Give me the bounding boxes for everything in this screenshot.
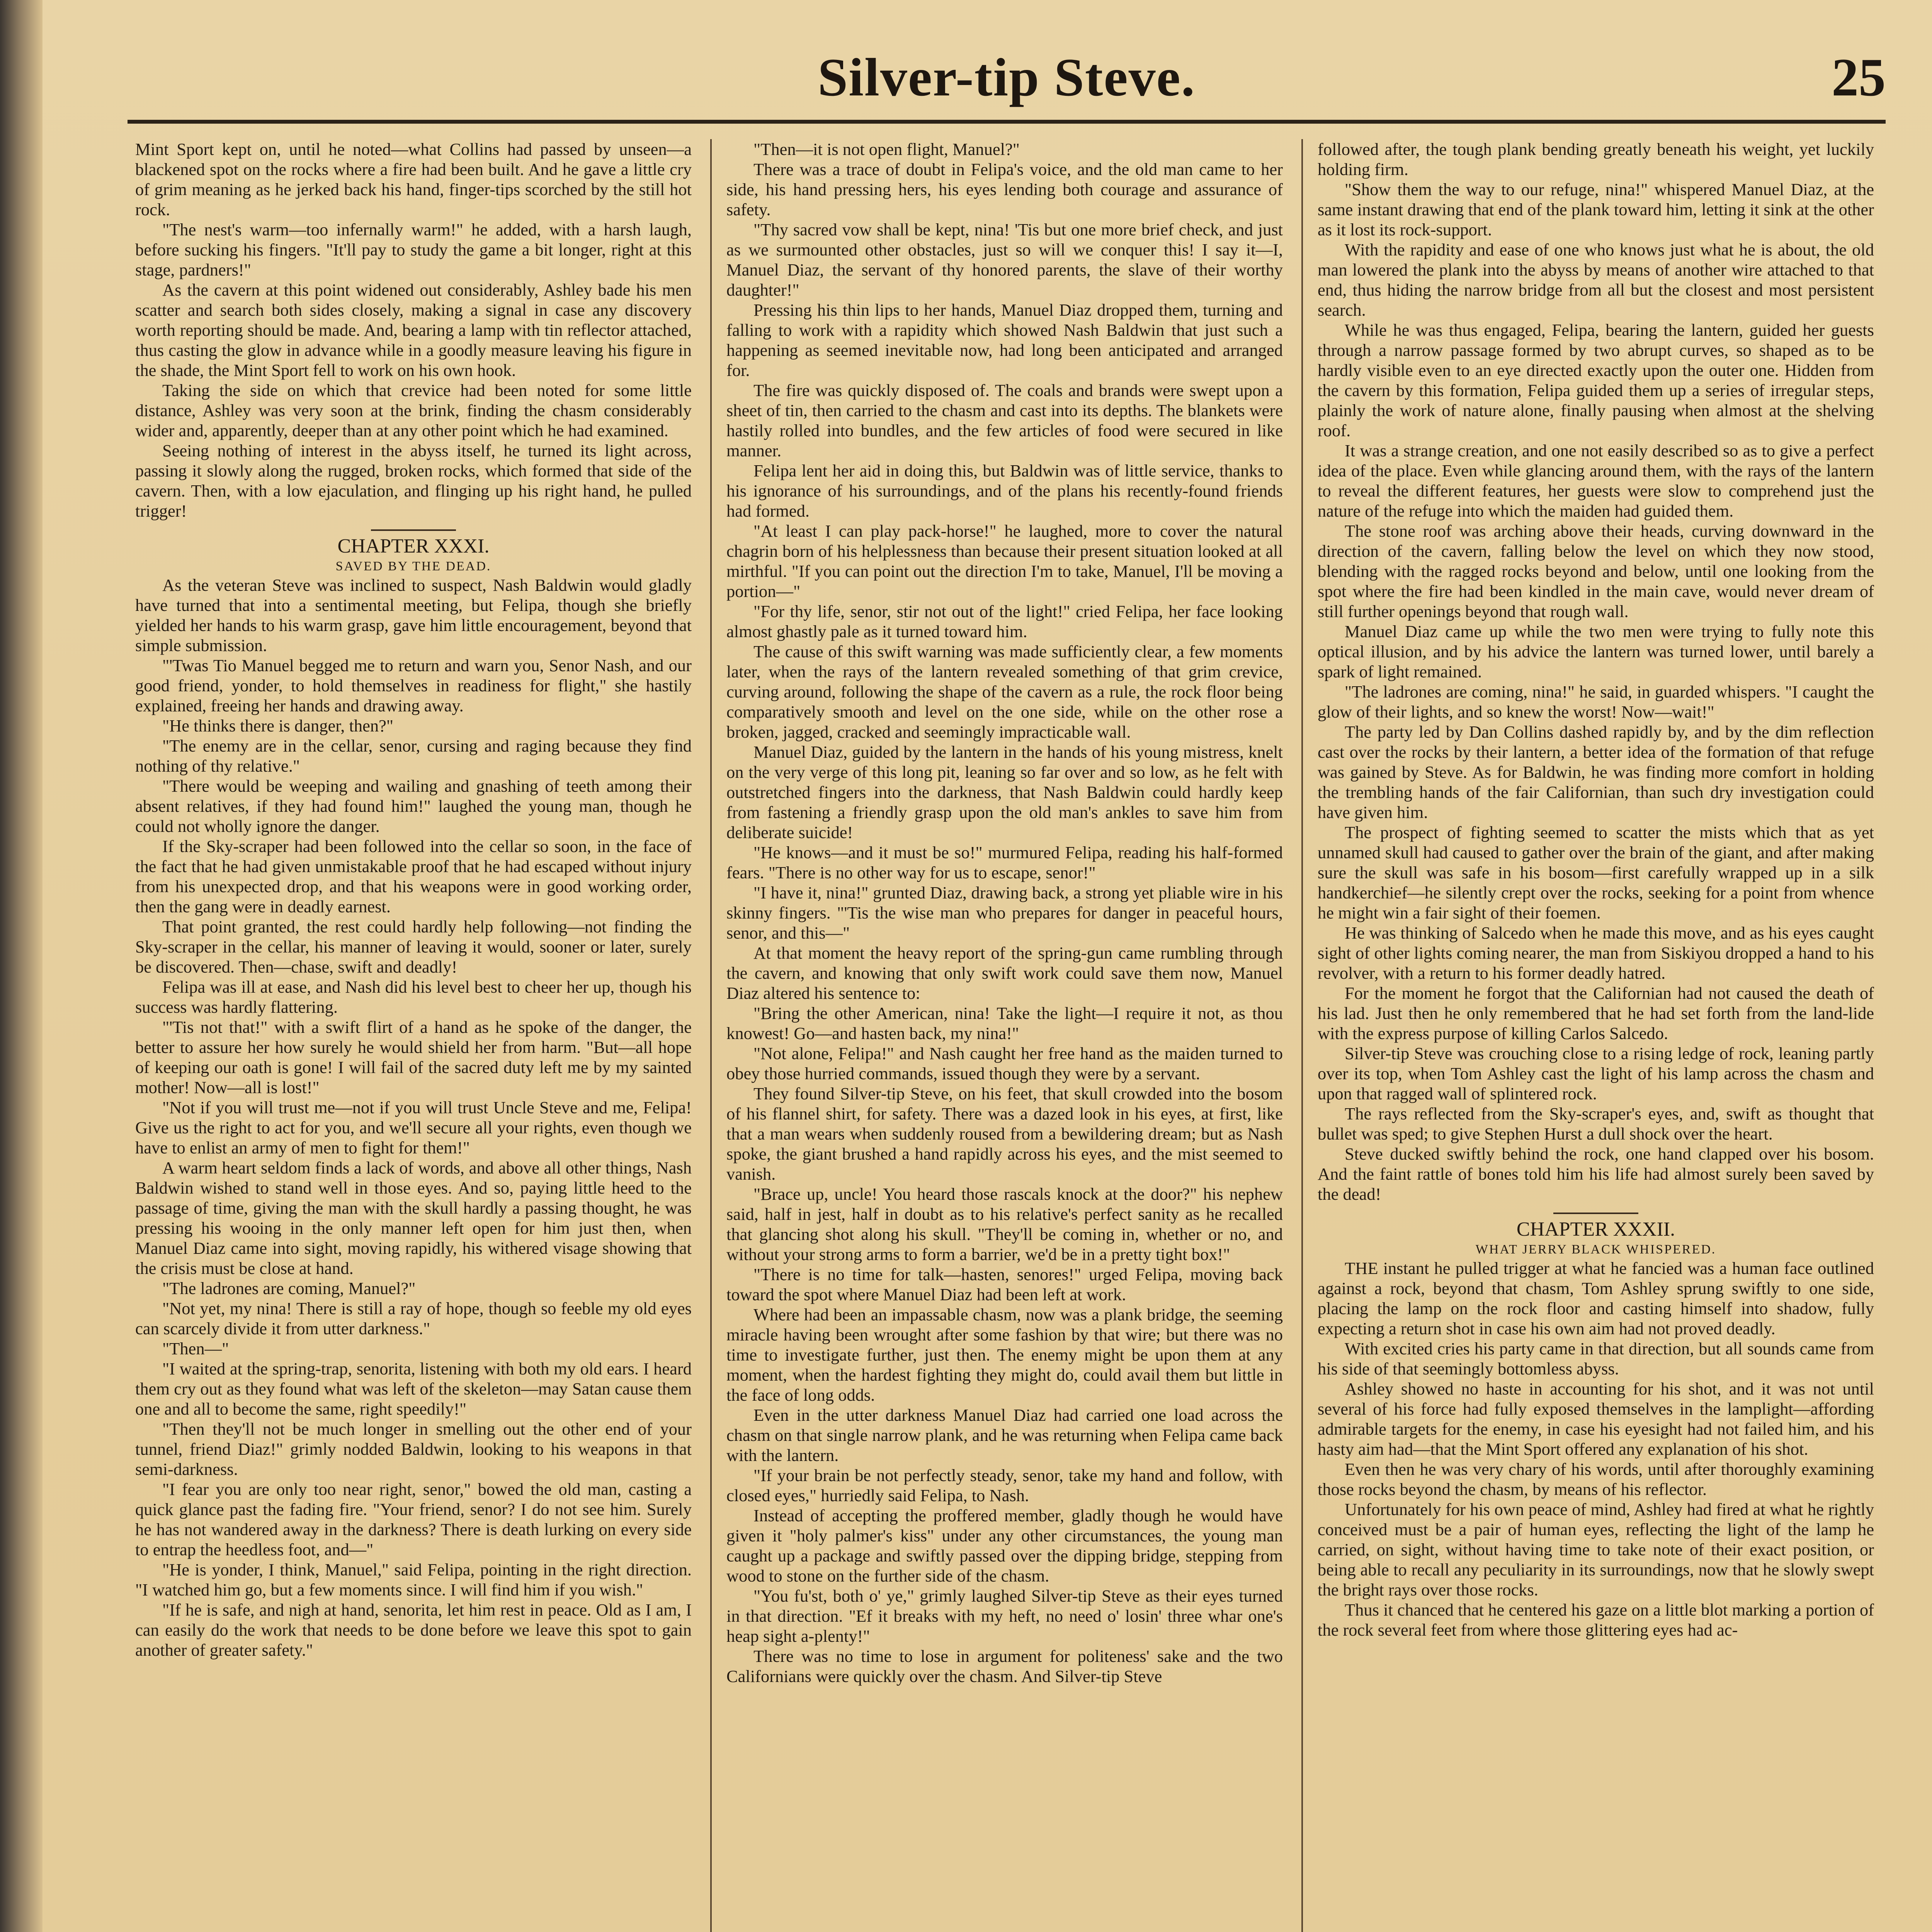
paragraph: "There is no time for talk—hasten, senores!" urged Felipa, moving back toward the spot where Manuel Diaz had been left at work.: [726, 1265, 1283, 1304]
column-divider: [710, 139, 712, 1932]
paragraph: Manuel Diaz came up while the two men were trying to fully note this optical illusion, and by his advice the lantern was turned lower, until barely a spark of light remained.: [1318, 622, 1874, 681]
paragraph: Manuel Diaz, guided by the lantern in the hands of his young mistress, knelt on the very verge of this long pit, leaning so far over and so low, as he felt with outstretched fingers into the darkness, that Nash Baldwin could hardly keep from fastening a friendly grasp upon the old man's ankles to save him from deliberate suicide!: [726, 742, 1283, 842]
paragraph: That point granted, the rest could hardly help following—not finding the Sky-scraper in the cellar, his manner of leaving it would, sooner or later, surely be discovered. Then—chase, swift and deadly!: [135, 917, 692, 976]
paragraph: The stone roof was arching above their heads, curving downward in the direction of the cavern, falling below the level on which they now stood, blending with the ragged rocks beyond and below, until one looking from the spot where the fire had been kindled in the main cave, would never dream of still further openings beyond that rough wall.: [1318, 521, 1874, 621]
paragraph: As the veteran Steve was inclined to suspect, Nash Baldwin would gladly have turned that into a sentimental meeting, but Felipa, though she briefly yielded her hands to his warm grasp, gave him little encouragement, beyond that simple submission.: [135, 575, 692, 655]
paragraph: Taking the side on which that crevice had been noted for some little distance, Ashley was very soon at the brink, finding the chasm considerably wider and, apparently, deeper than at any other point which he had examined.: [135, 381, 692, 440]
paragraph: THE instant he pulled trigger at what he fancied was a human face outlined against a rock, beyond that chasm, Tom Ashley sprung swiftly to one side, placing the lamp on the rock floor and casting himself into shadow, fully expecting a return shot in case his own aim had not proved deadly.: [1318, 1259, 1874, 1338]
paragraph: Unfortunately for his own peace of mind, Ashley had fired at what he rightly conceived must be a pair of human eyes, reflecting the light of the lamp he carried, on sight, without having time to take note of their exact position, or being able to recall any peculiarity in its surroundings, now that he slowly swept the bright rays over those rocks.: [1318, 1500, 1874, 1599]
paragraph: With excited cries his party came in that direction, but all sounds came from his side of that seemingly bottomless abyss.: [1318, 1339, 1874, 1378]
book-spine: [0, 0, 43, 1932]
paragraph: followed after, the tough plank bending greatly beneath his weight, yet luckily holding firm.: [1318, 139, 1874, 179]
paragraph: A warm heart seldom finds a lack of words, and above all other things, Nash Baldwin wished to stand well in those eyes. And so, paying little heed to the passage of time, giving the man with the skull hardly a passing thought, he was pressing his wooing in the only manner left open for him just then, when Manuel Diaz came into sight, moving rapidly, his withered visage showing that the crisis must be close at hand.: [135, 1158, 692, 1278]
running-title: Silver-tip Steve.: [818, 48, 1196, 107]
paragraph: Ashley showed no haste in accounting for his shot, and it was not until several of his force had fully exposed themselves in the lamplight—affording admirable targets for the enemy, in case his eyesight had not failed him, and his hasty aim had—that the Mint Sport offered any explanation of his shot.: [1318, 1379, 1874, 1459]
paragraph: Mint Sport kept on, until he noted—what Collins had passed by unseen—a blackened spot on the rocks where a fire had been built. And he gave a little cry of grim meaning as he jerked back his hand, finger-tips scorched by the still hot rock.: [135, 139, 692, 219]
paragraph: "Bring the other American, nina! Take the light—I require it not, as thou knowest! Go—and hasten back, my nina!": [726, 1003, 1283, 1043]
paragraph: "I waited at the spring-trap, senorita, listening with both my old ears. I heard them cry out as they found what was left of the skeleton—may Satan cause them one and all to become the same, right speedily!": [135, 1359, 692, 1418]
paragraph: Silver-tip Steve was crouching close to a rising ledge of rock, leaning partly over its top, when Tom Ashley cast the light of his lamp across the chasm and upon that ragged wall of splintered rock.: [1318, 1044, 1874, 1103]
chapter-title: CHAPTER XXXII.: [1516, 1218, 1675, 1240]
paragraph: "Then they'll not be much longer in smelling out the other end of your tunnel, friend Diaz!" grimly nodded Baldwin, looking to his weapons in that semi-darkness.: [135, 1419, 692, 1479]
paragraph: "He knows—and it must be so!" murmured Felipa, reading his half-formed fears. "There is no other way for us to escape, senor!": [726, 843, 1283, 882]
chapter-subtitle: WHAT JERRY BLACK WHISPERED.: [1475, 1242, 1716, 1257]
paragraph: If the Sky-scraper had been followed into the cellar so soon, in the face of the fact that he had given unmistakable proof that he had escaped without injury from his unexpected drop, and that his weapons were in good working order, then the gang were in deadly earnest.: [135, 837, 692, 916]
paragraph: "The ladrones are coming, Manuel?": [162, 1279, 416, 1298]
paragraph: Where had been an impassable chasm, now was a plank bridge, the seeming miracle having been wrought after some fashion by that wire; but there was no time to investigate further, just then. The enemy might be upon them at any moment, when the hardest fighting they might do, could avail them but little in the face of long odds.: [726, 1305, 1283, 1405]
paragraph: There was a trace of doubt in Felipa's voice, and the old man came to her side, his hand pressing hers, his eyes lending both courage and assurance of safety.: [726, 160, 1283, 219]
paragraph: "'Tis not that!" with a swift flirt of a hand as he spoke of the danger, the better to assure her how surely he would shield her from harm. "But—all hope of keeping our oath is gone! I will fail of the sacred duty left me by my sainted mother! Now—all is lost!": [135, 1017, 692, 1097]
section-rule: [371, 529, 456, 531]
paragraph: "Then—": [162, 1339, 229, 1358]
paragraph: "The ladrones are coming, nina!" he said, in guarded whispers. "I caught the glow of their lights, and so knew the worst! Now—wait!": [1318, 682, 1874, 721]
paragraph: Felipa was ill at ease, and Nash did his level best to cheer her up, though his success was hardly flattering.: [135, 977, 692, 1017]
paragraph: Instead of accepting the proffered member, gladly though he would have given it "holy palmer's kiss" under any other circumstances, the young man caught up a package and swiftly passed over the dipping bridge, stepping from wood to stone on the further side of the chasm.: [726, 1506, 1283, 1585]
paragraph: He was thinking of Salcedo when he made this move, and as his eyes caught sight of other lights coming nearer, the man from Siskiyou dropped a hand to his revolver, with a return to his former deadly hatred.: [1318, 923, 1874, 983]
paragraph: With the rapidity and ease of one who knows just what he is about, the old man lowered the plank into the abyss by means of another wire attached to that end, thus hiding the narrow bridge from all but the closest and most persistent search.: [1318, 240, 1874, 320]
paragraph: Seeing nothing of interest in the abyss itself, he turned its light across, passing it slowly along the rugged, broken rocks, which formed that side of the cavern. Then, with a low ejaculation, and flinging up his right hand, he pulled trigger!: [135, 441, 692, 520]
paragraph: "The nest's warm—too infernally warm!" he added, with a harsh laugh, before sucking his fingers. "It'll pay to study the game a bit longer, right at this stage, pardners!": [135, 220, 692, 279]
paragraph: It was a strange creation, and one not easily described so as to give a perfect idea of the place. Even while glancing around them, with the rays of the lantern to reveal the different features, her guests were slow to comprehend just the nature of the refuge into which the maiden had guided them.: [1318, 441, 1874, 520]
chapter-title: CHAPTER XXXI.: [337, 535, 490, 557]
paragraph: The cause of this swift warning was made sufficiently clear, a few moments later, when the rays of the lantern revealed something of that grim crevice, curving around, following the shape of the cavern as a rule, the rock floor being comparatively smooth and level on the one side, while on the other rose a broken, jagged, cracked and seemingly impracticable wall.: [726, 642, 1283, 742]
paragraph: Even in the utter darkness Manuel Diaz had carried one load across the chasm on that single narrow plank, and he was returning when Felipa came back with the lantern.: [726, 1405, 1283, 1465]
paragraph: "You fu'st, both o' ye," grimly laughed Silver-tip Steve as their eyes turned in that direction. "Ef it breaks with my heft, no need o' losin' three whar one's heap sight a-plenty!": [726, 1586, 1283, 1646]
paragraph: "Not yet, my nina! There is still a ray of hope, though so feeble my old eyes can scarcely divide it from utter darkness.": [135, 1299, 692, 1338]
paragraph: "'Twas Tio Manuel begged me to return and warn you, Senor Nash, and our good friend, yonder, to hold themselves in readiness for flight," she hastily explained, freeing her hands and drawing away.: [135, 656, 692, 715]
paragraph: "There would be weeping and wailing and gnashing of teeth among their absent relatives, if they had found him!" laughed the young man, though he could not wholly ignore the danger.: [135, 776, 692, 836]
page-header: [128, 35, 1886, 116]
paragraph: "Not alone, Felipa!" and Nash caught her free hand as the maiden turned to obey those hurried commands, issued though they were by a servant.: [726, 1044, 1283, 1083]
paragraph: Thus it chanced that he centered his gaze on a little blot marking a portion of the rock several feet from where those glittering eyes had ac-: [1318, 1600, 1874, 1639]
header-rule: [128, 120, 1886, 124]
paragraph: "Thy sacred vow shall be kept, nina! 'Tis but one more brief check, and just as we surmounted other obstacles, just so will we conquer this! I say it—I, Manuel Diaz, the servant of thy honored parents, the slave of their worthy daughter!": [726, 220, 1283, 299]
paragraph: For the moment he forgot that the Californian had not caused the death of his lad. Just then he only remembered that he had set forth from the land-lide with the express purpose of killing Carlos Salcedo.: [1318, 983, 1874, 1043]
paragraph: "For thy life, senor, stir not out of the light!" cried Felipa, her face looking almost ghastly pale as it turned toward him.: [726, 602, 1283, 641]
paragraph: "The enemy are in the cellar, senor, cursing and raging because they find nothing of thy relative.": [135, 736, 692, 776]
paragraph: At that moment the heavy report of the spring-gun came rumbling through the cavern, and knowing that only swift work could save them now, Manuel Diaz altered his sentence to:: [726, 943, 1283, 1003]
paragraph: "Show them the way to our refuge, nina!" whispered Manuel Diaz, at the same instant drawing that end of the plank toward him, letting it sink at the other as it lost its rock-support.: [1318, 180, 1874, 239]
paragraph: "If your brain be not perfectly steady, senor, take my hand and follow, with closed eyes," hurriedly said Felipa, to Nash.: [726, 1466, 1283, 1505]
paragraph: While he was thus engaged, Felipa, bearing the lantern, guided her guests through a narrow passage formed by two abrupt curves, so shaped as to be hardly visible even to an eye directed exactly upon the outer one. Hidden from the cavern by this formation, Felipa guided them up a series of irregular steps, plainly the work of nature alone, finally pausing when almost at the shelving roof.: [1318, 320, 1874, 440]
paragraph: "Not if you will trust me—not if you will trust Uncle Steve and me, Felipa! Give us the right to act for you, and we'll secure all your rights, even though we have to enlist an army of men to fight for them!": [135, 1098, 692, 1157]
chapter-subtitle: SAVED BY THE DEAD.: [335, 559, 492, 573]
text-column-2: [726, 139, 1283, 1932]
paragraph: Pressing his thin lips to her hands, Manuel Diaz dropped them, turning and falling to work with a rapidity which showed Nash Baldwin that just such a happening as seemed inevitable now, had long been anticipated and arranged for.: [726, 300, 1283, 380]
paragraph: "If he is safe, and nigh at hand, senorita, let him rest in peace. Old as I am, I can easily do the work that needs to be done before we leave this spot to gain another of greater safety.": [135, 1600, 692, 1660]
paragraph: "I fear you are only too near right, senor," bowed the old man, casting a quick glance past the fading fire. "Your friend, senor? I do not see him. Surely he has not wandered away in the darkness? There is death lurking on every side to entrap the heedless foot, and—": [135, 1480, 692, 1559]
section-rule: [1553, 1213, 1638, 1214]
text-column-1: [135, 139, 692, 1932]
paragraph: "Brace up, uncle! You heard those rascals knock at the door?" his nephew said, half in jest, half in doubt as to his relative's perfect sanity as he recalled that glancing shot along his skull. "They'll be coming in, whether or no, and without your strong arms to form a barrier, we'd be in a pretty tight box!": [726, 1184, 1283, 1264]
paragraph: They found Silver-tip Steve, on his feet, that skull crowded into the bosom of his flannel shirt, for safety. There was a dazed look in his eyes, at first, like that a man wears when suddenly roused from a bewildering dream; but as Nash spoke, the giant brushed a hand rapidly across his eyes, and the mist seemed to vanish.: [726, 1084, 1283, 1184]
text-column-3: [1318, 139, 1874, 1932]
paragraph: The fire was quickly disposed of. The coals and brands were swept upon a sheet of tin, then carried to the chasm and cast into its depths. The blankets were hastily rolled into bundles, and the few articles of food were secured in like manner.: [726, 381, 1283, 460]
page-number: 25: [1832, 48, 1886, 107]
paragraph: The rays reflected from the Sky-scraper's eyes, and, swift as thought that bullet was sped; to give Stephen Hurst a dull shock over the heart.: [1318, 1104, 1874, 1143]
paragraph: "At least I can play pack-horse!" he laughed, more to cover the natural chagrin born of his helplessness than because their present situation looked at all mirthful. "If you can point out the direction I'm to take, Manuel, I'll be moving a portion—": [726, 521, 1283, 601]
paragraph: Even then he was very chary of his words, until after thoroughly examining those rocks beyond the chasm, by means of his reflector.: [1318, 1459, 1874, 1499]
paragraph: There was no time to lose in argument for politeness' sake and the two Californians were quickly over the chasm. And Silver-tip Steve: [726, 1646, 1283, 1686]
paragraph: The prospect of fighting seemed to scatter the mists which that as yet unnamed skull had caused to gather over the brain of the giant, and after making sure the skull was safe in his bosom—first carefully wrapped up in a silk handkerchief—he silently crept over the rocks, seeking for a point from whence he might win a fair sight of their foemen.: [1318, 823, 1874, 922]
column-divider: [1301, 139, 1303, 1932]
paragraph: Felipa lent her aid in doing this, but Baldwin was of little service, thanks to his ignorance of his surroundings, and of the plans his recently-found friends had formed.: [726, 461, 1283, 520]
paragraph: As the cavern at this point widened out considerably, Ashley bade his men scatter and search both sides closely, making a signal in case any discovery worth reporting should be made. And, bearing a lamp with tin reflector attached, thus casting the glow in advance while in a goodly measure leaving his figure in the shade, the Mint Sport fell to work on his own hook.: [135, 280, 692, 380]
paragraph: "He thinks there is danger, then?": [162, 716, 394, 735]
paragraph: Steve ducked swiftly behind the rock, one hand clapped over his bosom. And the faint rattle of bones told him his life had almost surely been saved by the dead!: [1318, 1144, 1874, 1204]
paragraph: "Then—it is not open flight, Manuel?": [753, 139, 1020, 159]
paragraph: "I have it, nina!" grunted Diaz, drawing back, a strong yet pliable wire in his skinny fingers. "'Tis the wise man who prepares for danger in peaceful hours, senor, and this—": [726, 883, 1283, 942]
paragraph: The party led by Dan Collins dashed rapidly by, and by the dim reflection cast over the rocks by their lantern, a better idea of the formation of that refuge was gained by Steve. As for Baldwin, he was finding more comfort in holding the trembling hands of the fair Californian, than such dry investigation could have given him.: [1318, 722, 1874, 822]
paragraph: "He is yonder, I think, Manuel," said Felipa, pointing in the right direction. "I watched him go, but a few moments since. I will find him if you wish.": [135, 1560, 692, 1599]
